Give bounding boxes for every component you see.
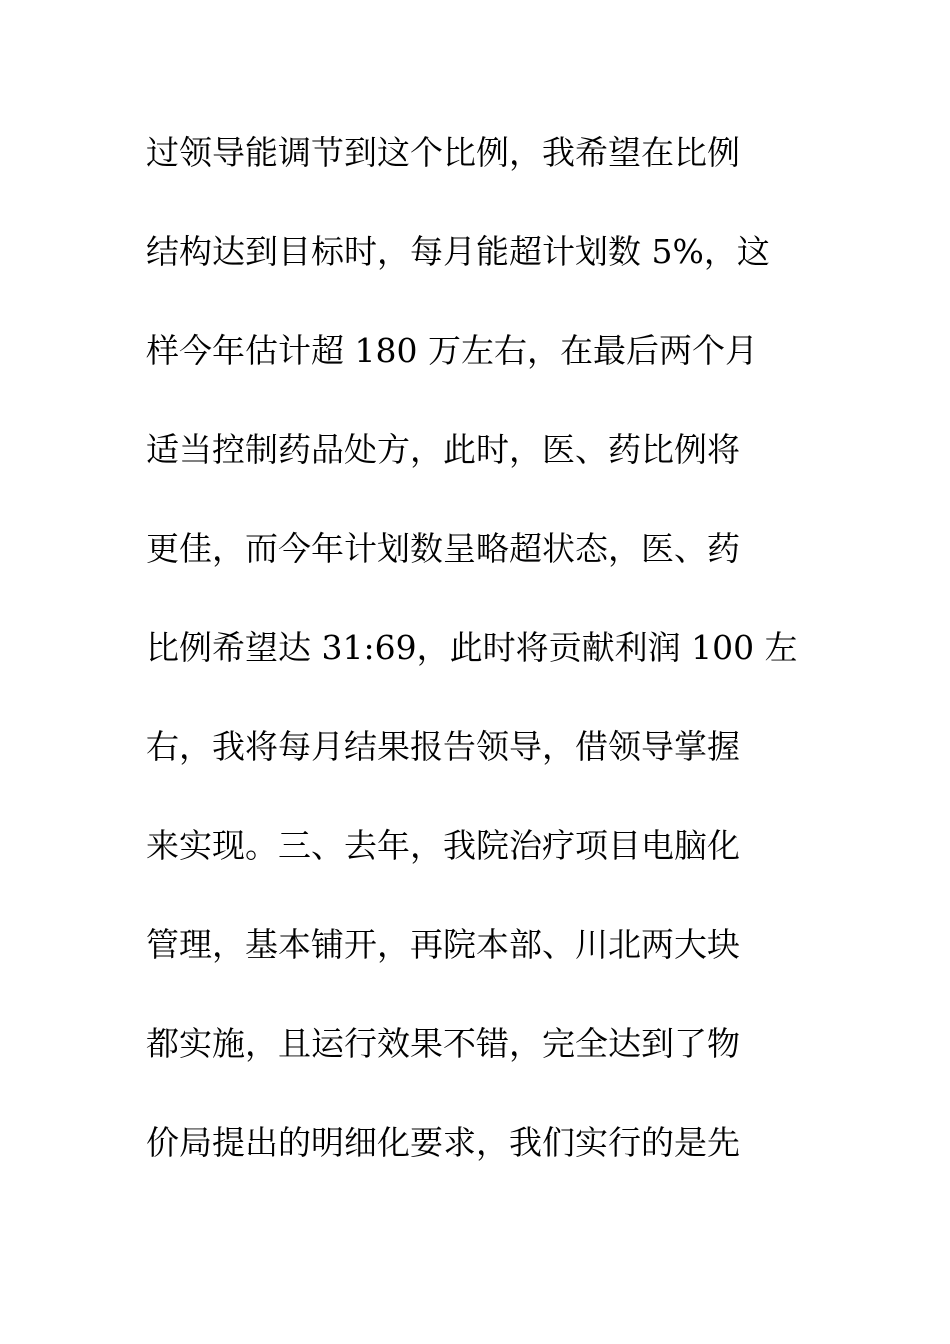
text-line-9: 管理，基本铺开，再院本部、川北两大块 [146, 925, 740, 964]
text-line-5: 更佳，而今年计划数呈略超状态，医、药 [146, 529, 740, 568]
text-line-7: 右，我将每月结果报告领导，借领导掌握 [146, 727, 740, 766]
body-text [146, 128, 826, 1217]
text-line-8: 来实现。三、去年，我院治疗项目电脑化 [146, 826, 740, 865]
text-line-4: 适当控制药品处方，此时，医、药比例将 [146, 430, 740, 469]
text-line-3: 样今年估计超 180 万左右，在最后两个月 [146, 331, 758, 370]
text-line-6: 比例希望达 31:69，此时将贡献利润 100 左 [146, 628, 798, 667]
text-line-11: 价局提出的明细化要求，我们实行的是先 [146, 1123, 740, 1162]
text-line-10: 都实施，且运行效果不错，完全达到了物 [146, 1024, 740, 1063]
text-line-2: 结构达到目标时，每月能超计划数 5%，这 [146, 232, 770, 271]
text-line-1: 过领导能调节到这个比例，我希望在比例 [146, 133, 740, 172]
